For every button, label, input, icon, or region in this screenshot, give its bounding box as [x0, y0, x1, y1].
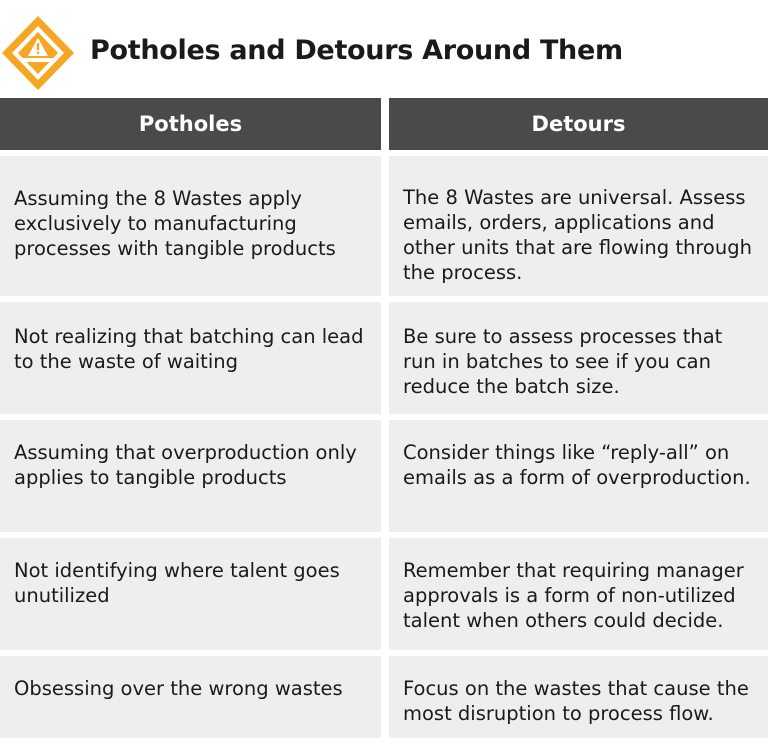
- header: [0, 0, 768, 98]
- detour-cell: Remember that requiring manager approvals is a form of non-utilized talent when others could decide.: [389, 538, 768, 650]
- page-title: Potholes and Detours Around Them: [90, 35, 623, 66]
- table-row: [0, 538, 768, 650]
- warning-diamond-icon: [0, 14, 76, 92]
- column-header-detours: Detours: [389, 98, 768, 150]
- pothole-cell: Assuming the 8 Wastes apply exclusively to manufacturing processes with tangible products: [0, 156, 381, 296]
- detour-cell: Be sure to assess processes that run in batches to see if you can reduce the batch size.: [389, 302, 768, 414]
- table-row: [0, 156, 768, 296]
- column-header-potholes: Potholes: [0, 98, 381, 150]
- pothole-cell: Not identifying where talent goes unutilized: [0, 538, 381, 650]
- detour-cell: Consider things like “reply-all” on emails as a form of overproduction.: [389, 420, 768, 532]
- detour-cell: Focus on the wastes that cause the most disruption to process flow.: [389, 656, 768, 738]
- comparison-table: [0, 98, 768, 738]
- table-header-row: [0, 98, 768, 150]
- detour-cell: The 8 Wastes are universal. Assess emails, orders, applications and other units that are flowing through the process.: [389, 156, 768, 296]
- pothole-cell: Not realizing that batching can lead to the waste of waiting: [0, 302, 381, 414]
- table-row: [0, 656, 768, 738]
- pothole-cell: Obsessing over the wrong wastes: [0, 656, 381, 738]
- table-row: [0, 302, 768, 414]
- pothole-cell: Assuming that overproduction only applies to tangible products: [0, 420, 381, 532]
- table-row: [0, 420, 768, 532]
